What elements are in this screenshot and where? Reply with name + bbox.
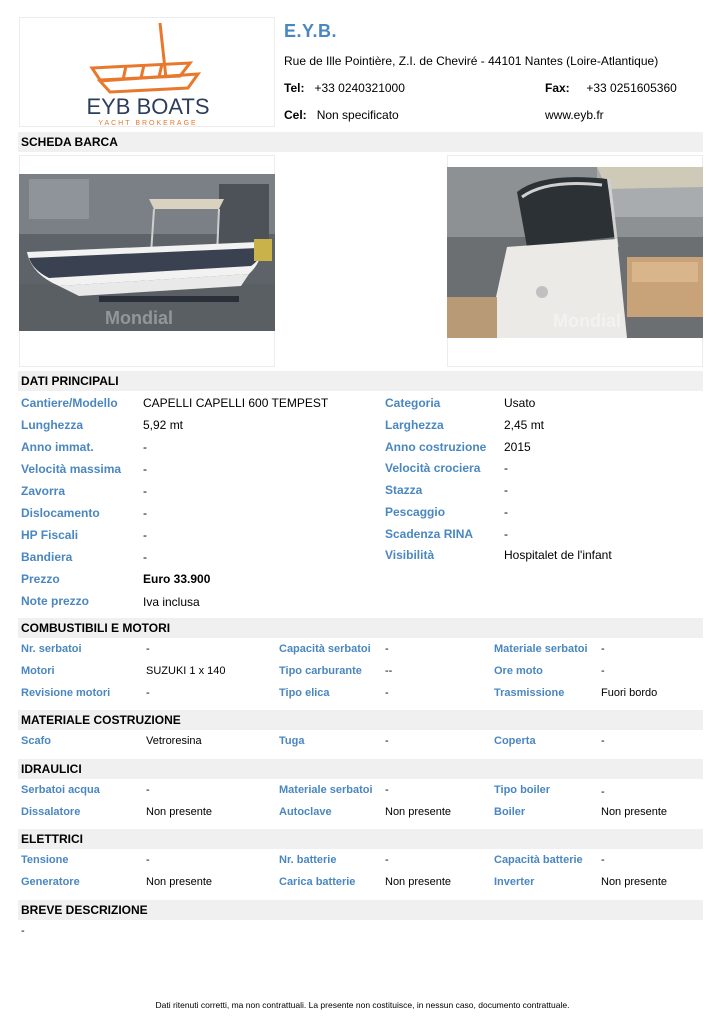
coperta-value: - xyxy=(601,735,605,747)
lunghezza-label: Lunghezza xyxy=(21,418,83,432)
section-elettrici: ELETTRICI xyxy=(18,829,703,849)
pescaggio-value: - xyxy=(504,505,508,519)
capacita-batterie-value: - xyxy=(601,854,605,866)
boat-photo-side[interactable] xyxy=(19,174,275,331)
dissalatore-value: Non presente xyxy=(146,806,213,818)
anno-immat-label: Anno immat. xyxy=(21,440,94,454)
website-link[interactable]: www.eyb.fr xyxy=(545,108,604,122)
velocita-crociera-value: - xyxy=(504,461,508,475)
cel-row xyxy=(284,108,399,122)
trasmissione-label: Trasmissione xyxy=(494,687,565,699)
note-prezzo-value: Iva inclusa xyxy=(143,595,200,609)
autoclave-value: Non presente xyxy=(385,806,452,818)
nr-serbatoi-label: Nr. serbatoi xyxy=(21,643,82,655)
tuga-value: - xyxy=(385,735,389,747)
bandiera-label: Bandiera xyxy=(21,550,73,564)
tuga-label: Tuga xyxy=(279,735,305,747)
boiler-label: Boiler xyxy=(494,806,526,818)
scadenza-rina-value: - xyxy=(504,527,508,541)
capacita-serbatoi-label: Capacità serbatoi xyxy=(279,643,371,655)
cantiere-label: Cantiere/Modello xyxy=(21,396,118,410)
carica-batterie-label: Carica batterie xyxy=(279,876,356,888)
velocita-crociera-label: Velocità crociera xyxy=(385,461,481,475)
dissalatore-label: Dissalatore xyxy=(21,806,81,818)
tipo-elica-label: Tipo elica xyxy=(279,687,330,699)
tipo-boiler-value: - xyxy=(601,786,605,798)
nr-batterie-value: - xyxy=(385,854,389,866)
visibilita-value: Hospitalet de l'infant xyxy=(504,548,612,562)
scafo-value: Vetroresina xyxy=(146,735,202,747)
motori-label: Motori xyxy=(21,665,55,677)
descrizione-text: - xyxy=(21,925,25,937)
autoclave-label: Autoclave xyxy=(279,806,332,818)
zavorra-label: Zavorra xyxy=(21,484,66,498)
section-dati-principali: DATI PRINCIPALI xyxy=(18,371,703,391)
company-logo xyxy=(19,17,275,127)
hp-fiscali-value: - xyxy=(143,528,147,542)
coperta-label: Coperta xyxy=(494,735,536,747)
ore-moto-value: - xyxy=(601,665,605,677)
hp-fiscali-label: HP Fiscali xyxy=(21,528,79,542)
tipo-carburante-value: -- xyxy=(385,665,393,677)
cel-value: Non specificato xyxy=(316,108,399,122)
note-prezzo-label: Note prezzo xyxy=(21,594,90,608)
cantiere-value: CAPELLI CAPELLI 600 TEMPEST xyxy=(143,396,329,410)
carica-batterie-value: Non presente xyxy=(385,876,452,888)
boat-console-image-icon xyxy=(447,167,703,338)
fax-value: +33 0251605360 xyxy=(586,81,677,95)
scadenza-rina-label: Scadenza RINA xyxy=(385,527,474,541)
materiale-serbatoi-acqua-label: Materiale serbatoi xyxy=(279,784,373,796)
categoria-value: Usato xyxy=(504,396,536,410)
tel-value[interactable]: +33 0240321000 xyxy=(314,81,405,95)
generatore-value: Non presente xyxy=(146,876,213,888)
serbatoi-acqua-value: - xyxy=(146,784,150,796)
ore-moto-label: Ore moto xyxy=(494,665,543,677)
fax-row xyxy=(545,81,677,95)
dislocamento-label: Dislocamento xyxy=(21,506,100,520)
materiale-serbatoi-label: Materiale serbatoi xyxy=(494,643,588,655)
motori-value: SUZUKI 1 x 140 xyxy=(146,665,226,677)
capacita-serbatoi-value: - xyxy=(385,643,389,655)
boat-photo-console[interactable] xyxy=(447,167,703,338)
materiale-serbatoi-value: - xyxy=(601,643,605,655)
section-combustibili-motori: COMBUSTIBILI E MOTORI xyxy=(18,618,703,638)
tel-label: Tel: xyxy=(284,81,305,95)
tel-row xyxy=(284,81,405,95)
boiler-value: Non presente xyxy=(601,806,668,818)
serbatoi-acqua-label: Serbatoi acqua xyxy=(21,784,100,796)
sailboat-logo-icon xyxy=(20,18,276,128)
inverter-label: Inverter xyxy=(494,876,535,888)
velocita-massima-value: - xyxy=(143,462,147,476)
lunghezza-value: 5,92 mt xyxy=(143,418,184,432)
fax-label: Fax: xyxy=(545,81,570,95)
anno-costruzione-value: 2015 xyxy=(504,440,531,454)
section-idraulici: IDRAULICI xyxy=(18,759,703,779)
anno-costruzione-label: Anno costruzione xyxy=(385,440,487,454)
materiale-serbatoi-acqua-value: - xyxy=(385,784,389,796)
larghezza-label: Larghezza xyxy=(385,418,444,432)
revisione-motori-value: - xyxy=(146,687,150,699)
boat-side-image-icon xyxy=(19,174,275,331)
prezzo-value: Euro 33.900 xyxy=(143,572,211,586)
company-address: Rue de Ille Pointière, Z.I. de Cheviré - 44101 Nantes (Loire-Atlantique) xyxy=(284,54,659,68)
visibilita-label: Visibilità xyxy=(385,548,435,562)
watermark-right: Mondial xyxy=(553,311,621,331)
revisione-motori-label: Revisione motori xyxy=(21,687,111,699)
nr-batterie-label: Nr. batterie xyxy=(279,854,337,866)
tipo-elica-value: - xyxy=(385,687,389,699)
anno-immat-value: - xyxy=(143,440,147,454)
dislocamento-value: - xyxy=(143,506,147,520)
tensione-value: - xyxy=(146,854,150,866)
prezzo-label: Prezzo xyxy=(21,572,60,586)
capacita-batterie-label: Capacità batterie xyxy=(494,854,583,866)
company-name: E.Y.B. xyxy=(284,21,338,41)
logo-tagline-text: YACHT BROKERAGE xyxy=(98,120,198,127)
trasmissione-value: Fuori bordo xyxy=(601,687,658,699)
velocita-massima-label: Velocità massima xyxy=(21,462,122,476)
tipo-carburante-label: Tipo carburante xyxy=(279,665,362,677)
tensione-label: Tensione xyxy=(21,854,69,866)
pescaggio-label: Pescaggio xyxy=(385,505,446,519)
generatore-label: Generatore xyxy=(21,876,80,888)
section-scheda-barca: SCHEDA BARCA xyxy=(18,132,703,152)
tipo-boiler-label: Tipo boiler xyxy=(494,784,551,796)
scafo-label: Scafo xyxy=(21,735,51,747)
categoria-label: Categoria xyxy=(385,396,441,410)
nr-serbatoi-value: - xyxy=(146,643,150,655)
section-breve-descrizione: BREVE DESCRIZIONE xyxy=(18,900,703,920)
zavorra-value: - xyxy=(143,484,147,498)
section-materiale-costruzione: MATERIALE COSTRUZIONE xyxy=(18,710,703,730)
cel-label: Cel: xyxy=(284,108,307,122)
watermark-left: Mondial xyxy=(105,308,173,328)
stazza-label: Stazza xyxy=(385,483,423,497)
footer-disclaimer: Dati ritenuti corretti, ma non contrattuali. La presente non costituisce, in nessun caso, documento contrattuale. xyxy=(155,1000,570,1010)
logo-brand-text: EYB BOATS xyxy=(86,94,210,119)
inverter-value: Non presente xyxy=(601,876,668,888)
larghezza-value: 2,45 mt xyxy=(504,418,545,432)
bandiera-value: - xyxy=(143,550,147,564)
stazza-value: - xyxy=(504,483,508,497)
